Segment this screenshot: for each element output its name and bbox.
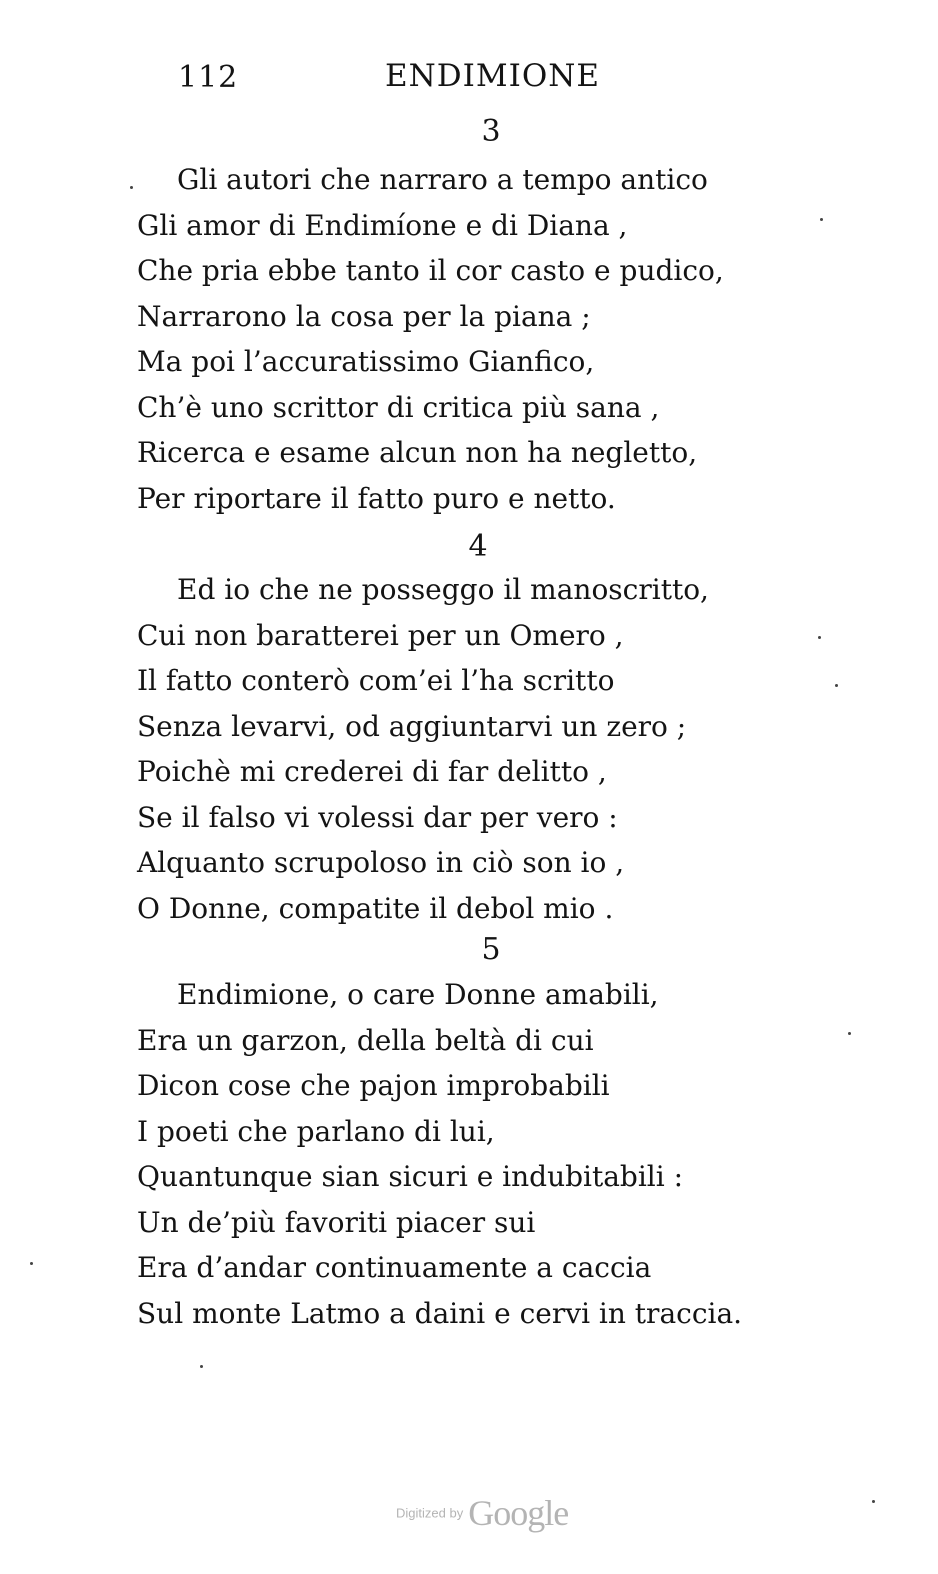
verse-line: Sul monte Latmo a daini e cervi in traccia. <box>137 1296 743 1330</box>
stanza-number: 5 <box>481 932 501 967</box>
verse-line: Endimione, o care Donne amabili, <box>177 978 659 1011</box>
scan-speck <box>848 1032 851 1035</box>
verse-line: Alquanto scrupoloso in ciò son io , <box>137 846 625 879</box>
scan-speck <box>820 218 823 221</box>
scan-speck <box>818 636 821 639</box>
verse-line: Quantunque sian sicuri e indubitabili : <box>137 1160 684 1193</box>
verse-line: Ma poi l’accuratissimo Gianfico, <box>137 345 595 378</box>
watermark-prefix: Digitized by <box>396 1505 464 1521</box>
verse-line: Il fatto conterò com’ei l’ha scritto <box>137 664 615 697</box>
scan-speck <box>835 684 838 687</box>
verse-line: Dicon cose che pajon improbabili <box>137 1069 610 1102</box>
stanza-number: 4 <box>468 529 488 564</box>
verse-line: Gli autori che narraro a tempo antico <box>177 163 708 196</box>
stanza <box>137 157 857 521</box>
verse-line: Un de’più favoriti piacer sui <box>137 1205 536 1239</box>
verse-line: Ed io che ne posseggo il manoscritto, <box>177 573 709 606</box>
verse-line: Narrarono la cosa per la piana ; <box>137 299 591 333</box>
verse-line: Gli amor di Endimíone e di Diana , <box>137 208 628 242</box>
stanza <box>137 567 857 931</box>
scan-speck <box>130 186 133 189</box>
page-number: 112 <box>178 60 239 95</box>
stanza <box>137 972 857 1336</box>
verse-line: Che pria ebbe tanto il cor casto e pudico, <box>137 254 724 287</box>
running-title: ENDIMIONE <box>385 58 601 94</box>
verse-line: O Donne, compatite il debol mio . <box>137 891 614 925</box>
scan-speck <box>872 1500 875 1503</box>
verse-line: Senza levarvi, od aggiuntarvi un zero ; <box>137 709 687 743</box>
scan-speck <box>200 1365 203 1368</box>
verse-line: Era un garzon, della beltà di cui <box>137 1023 594 1057</box>
verse-line: Poichè mi crederei di far delitto , <box>137 755 607 788</box>
verse-line: I poeti che parlano di lui, <box>137 1114 495 1148</box>
verse-line: Era d’andar continuamente a caccia <box>137 1251 652 1284</box>
stanza-number: 3 <box>481 114 501 149</box>
google-logo: Google <box>468 1493 569 1533</box>
verse-line: Per riportare il fatto puro e netto. <box>137 481 616 515</box>
verse-line: Ricerca e esame alcun non ha negletto, <box>137 436 698 469</box>
scan-speck <box>30 1262 33 1265</box>
verse-line: Cui non baratterei per un Omero , <box>137 618 624 652</box>
verse-line: Ch’è uno scrittor di critica più sana , <box>137 390 660 424</box>
verse-line: Se il falso vi volessi dar per vero : <box>137 800 618 834</box>
digitized-watermark <box>396 1492 568 1534</box>
